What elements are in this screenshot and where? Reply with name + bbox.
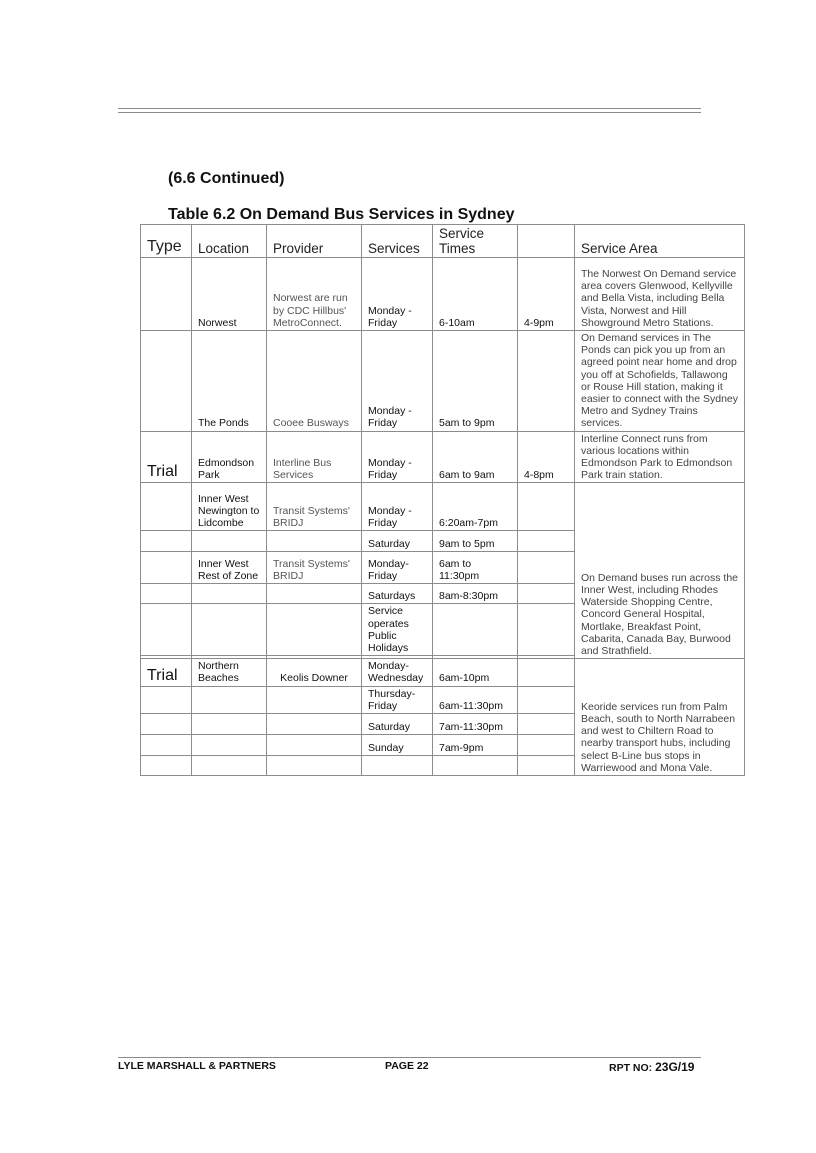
type-cell: Trial bbox=[141, 659, 192, 686]
continued-heading: (6.6 Continued) bbox=[168, 170, 285, 187]
provider-cell bbox=[267, 584, 362, 604]
provider-cell: Norwest are run by CDC Hillbus' MetroConnect. bbox=[267, 258, 362, 331]
services-cell: Saturdays bbox=[362, 584, 433, 604]
times-cell bbox=[433, 756, 518, 776]
service-area-cell: On Demand buses run across the Inner West, including Rhodes Waterside Shopping Centre, Concord General Hospital, Mortlake, Breakfast Point, Cabarita, Canada Bay, Burwood and Strathfield. bbox=[575, 483, 745, 659]
header-blank bbox=[518, 225, 575, 258]
times2-cell bbox=[518, 483, 575, 531]
services-cell: Monday - Friday bbox=[362, 483, 433, 531]
location-cell bbox=[192, 686, 267, 713]
type-cell: Trial bbox=[141, 431, 192, 483]
services-cell: Monday - Friday bbox=[362, 258, 433, 331]
services-cell: Thursday- Friday bbox=[362, 686, 433, 713]
footer-report-value: 23G/19 bbox=[655, 1060, 695, 1074]
times2-cell bbox=[518, 714, 575, 735]
times2-cell bbox=[518, 735, 575, 756]
table-row bbox=[141, 659, 745, 686]
provider-cell: Transit Systems' BRIDJ bbox=[267, 483, 362, 531]
times-cell: 9am to 5pm bbox=[433, 531, 518, 552]
provider-cell: Cooee Busways bbox=[267, 331, 362, 432]
type-cell bbox=[141, 531, 192, 552]
times-cell: 6am to 9am bbox=[433, 431, 518, 483]
type-cell bbox=[141, 735, 192, 756]
table-row bbox=[141, 431, 745, 483]
provider-cell bbox=[267, 686, 362, 713]
header-rule bbox=[118, 108, 701, 113]
table-row bbox=[141, 258, 745, 331]
location-cell bbox=[192, 531, 267, 552]
times-cell: 6am-11:30pm bbox=[433, 686, 518, 713]
provider-cell bbox=[267, 714, 362, 735]
type-cell bbox=[141, 686, 192, 713]
location-cell: The Ponds bbox=[192, 331, 267, 432]
type-cell bbox=[141, 756, 192, 776]
services-cell: Monday- Friday bbox=[362, 552, 433, 584]
service-area-cell: The Norwest On Demand service area covers Glenwood, Kellyville and Bella Vista, including Bella Vista, Norwest and Hill Showground Metro Stations. bbox=[575, 258, 745, 331]
type-cell bbox=[141, 584, 192, 604]
services-cell: Service operates Public Holidays bbox=[362, 604, 433, 656]
table-row bbox=[141, 483, 745, 531]
provider-cell bbox=[267, 756, 362, 776]
header-services: Services bbox=[362, 225, 433, 258]
times2-cell bbox=[518, 531, 575, 552]
times2-cell bbox=[518, 552, 575, 584]
times-cell: 6:20am-7pm bbox=[433, 483, 518, 531]
provider-cell bbox=[267, 531, 362, 552]
location-cell: Edmondson Park bbox=[192, 431, 267, 483]
header-type: Type bbox=[141, 225, 192, 258]
times2-cell bbox=[518, 756, 575, 776]
location-cell bbox=[192, 604, 267, 656]
type-cell bbox=[141, 552, 192, 584]
location-cell: Inner West Rest of Zone bbox=[192, 552, 267, 584]
location-cell: Inner West Newington to Lidcombe bbox=[192, 483, 267, 531]
footer-report-label: RPT NO: bbox=[609, 1062, 656, 1074]
type-cell bbox=[141, 483, 192, 531]
on-demand-bus-table bbox=[140, 224, 745, 776]
times-cell bbox=[433, 604, 518, 656]
header-location: Location bbox=[192, 225, 267, 258]
header-service-times: Service Times bbox=[433, 225, 518, 258]
times2-cell bbox=[518, 686, 575, 713]
provider-cell: Transit Systems' BRIDJ bbox=[267, 552, 362, 584]
times2-cell bbox=[518, 659, 575, 686]
footer-company: LYLE MARSHALL & PARTNERS bbox=[118, 1060, 276, 1072]
services-cell: Monday- Wednesday bbox=[362, 659, 433, 686]
service-area-cell: Keoride services run from Palm Beach, south to North Narrabeen and west to Chiltern Road to nearby transport hubs, including select B-Line bus stops in Warriewood and Mona Vale. bbox=[575, 659, 745, 776]
location-cell bbox=[192, 584, 267, 604]
table-caption: Table 6.2 On Demand Bus Services in Sydney bbox=[168, 206, 515, 223]
times2-cell: 4-8pm bbox=[518, 431, 575, 483]
services-cell: Monday - Friday bbox=[362, 431, 433, 483]
services-cell bbox=[362, 756, 433, 776]
times-cell: 8am-8:30pm bbox=[433, 584, 518, 604]
type-cell bbox=[141, 604, 192, 656]
header-provider: Provider bbox=[267, 225, 362, 258]
type-cell bbox=[141, 714, 192, 735]
location-cell: Norwest bbox=[192, 258, 267, 331]
type-cell bbox=[141, 331, 192, 432]
location-cell bbox=[192, 756, 267, 776]
times2-cell: 4-9pm bbox=[518, 258, 575, 331]
times-cell: 7am-9pm bbox=[433, 735, 518, 756]
services-cell: Sunday bbox=[362, 735, 433, 756]
footer-report-number bbox=[609, 1060, 694, 1074]
service-area-cell: On Demand services in The Ponds can pick you up from an agreed point near home and drop you off at Schofields, Tallawong or Rouse Hill station, making it easier to connect with the Sydney Metro and Sydney Trains services. bbox=[575, 331, 745, 432]
location-cell bbox=[192, 735, 267, 756]
times-cell: 6am-10pm bbox=[433, 659, 518, 686]
header-service-area: Service Area bbox=[575, 225, 745, 258]
times2-cell bbox=[518, 584, 575, 604]
times-cell: 5am to 9pm bbox=[433, 331, 518, 432]
times-cell: 6-10am bbox=[433, 258, 518, 331]
provider-cell: Interline Bus Services bbox=[267, 431, 362, 483]
footer-rule bbox=[118, 1057, 701, 1058]
provider-cell bbox=[267, 604, 362, 656]
times-cell: 6am to 11:30pm bbox=[433, 552, 518, 584]
times2-cell bbox=[518, 331, 575, 432]
provider-cell bbox=[267, 735, 362, 756]
table-header-row bbox=[141, 225, 745, 258]
table-row bbox=[141, 331, 745, 432]
location-cell bbox=[192, 714, 267, 735]
services-cell: Saturday bbox=[362, 531, 433, 552]
service-area-cell: Interline Connect runs from various locations within Edmondson Park to Edmondson Park train station. bbox=[575, 431, 745, 483]
times-cell: 7am-11:30pm bbox=[433, 714, 518, 735]
services-cell: Saturday bbox=[362, 714, 433, 735]
type-cell bbox=[141, 258, 192, 331]
provider-cell: Keolis Downer bbox=[267, 659, 362, 686]
services-cell: Monday - Friday bbox=[362, 331, 433, 432]
times2-cell bbox=[518, 604, 575, 656]
location-cell: Northern Beaches bbox=[192, 659, 267, 686]
footer-page-number: PAGE 22 bbox=[385, 1060, 429, 1072]
